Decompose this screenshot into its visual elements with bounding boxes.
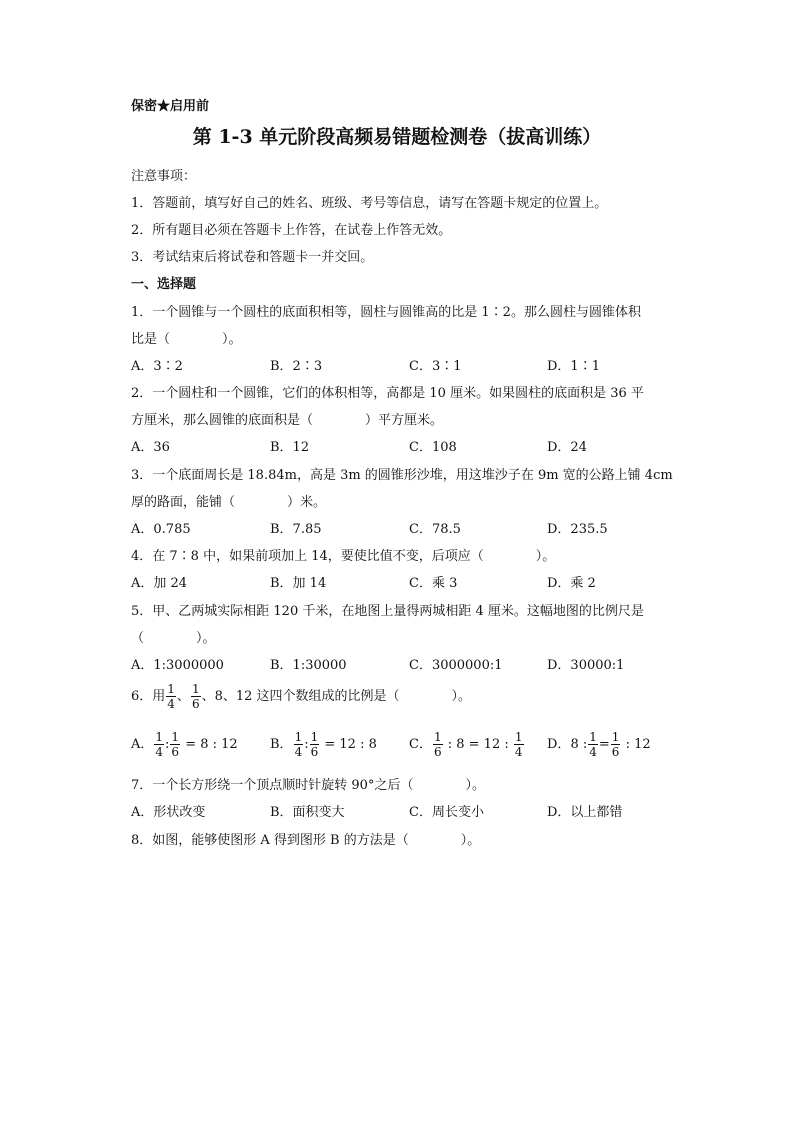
option-c[interactable] [409, 730, 525, 759]
numerator: 1 [310, 730, 319, 744]
q6-suffix: 、8、12 这四个数组成的比例是（ ）。 [201, 689, 472, 704]
question-2-options [131, 436, 691, 454]
option-d[interactable]: D．1∶1 [547, 359, 600, 374]
denominator: 4 [155, 745, 164, 759]
option-c[interactable]: C．乘 3 [409, 576, 458, 591]
question-3-options [131, 518, 691, 536]
option-b[interactable]: B．面积变大 [270, 805, 345, 820]
option-a[interactable]: A．1:3000000 [131, 658, 224, 673]
option-a[interactable] [131, 730, 238, 759]
notice-item-3: 3．考试结束后将试卷和答题卡一并交回。 [131, 250, 374, 265]
option-b[interactable]: B．12 [270, 440, 310, 455]
ratio-colon: : [165, 737, 170, 752]
option-c[interactable]: C．108 [409, 440, 457, 455]
fraction [588, 730, 598, 759]
question-6-options [131, 730, 691, 759]
option-rest: : 12 [625, 737, 651, 752]
fraction [514, 730, 524, 759]
option-d[interactable]: D．乘 2 [547, 576, 596, 591]
fraction [191, 682, 201, 711]
numerator: 1 [611, 730, 620, 744]
option-d[interactable] [547, 730, 651, 759]
exam-title: 第 1-3 单元阶段高频易错题检测卷（拔高训练） [192, 126, 602, 148]
fraction [310, 730, 320, 759]
denominator: 6 [171, 745, 180, 759]
question-4-text: 4．在 7∶8 中，如果前项加上 14，要使比值不变，后项应（ ）。 [131, 549, 556, 564]
denominator: 4 [167, 697, 175, 711]
denominator: 4 [294, 745, 303, 759]
q6-sep: 、 [176, 689, 190, 704]
question-1-text-cont: 比是（ ）。 [131, 332, 242, 347]
equals-sign: = [598, 737, 610, 752]
question-5-text: 5．甲、乙两城实际相距 120 千米，在地图上量得两城相距 4 厘米。这幅地图的比例尺是 [131, 604, 644, 619]
question-4-options [131, 572, 691, 590]
option-a[interactable]: A．0.785 [131, 522, 191, 537]
option-a[interactable]: A．加 24 [131, 576, 188, 591]
question-1-text: 1．一个圆锥与一个圆柱的底面积相等，圆柱与圆锥高的比是 1∶2。那么圆柱与圆锥体积 [131, 305, 641, 320]
option-label: C． [409, 737, 432, 752]
notice-heading: 注意事项： [131, 169, 197, 184]
numerator: 1 [167, 682, 175, 696]
numerator: 1 [294, 730, 303, 744]
fraction [170, 730, 180, 759]
option-pre: 8 : [570, 737, 588, 752]
option-d[interactable]: D．24 [547, 440, 587, 455]
numerator: 1 [433, 730, 442, 744]
option-b[interactable] [270, 730, 377, 759]
option-label: A． [131, 737, 154, 752]
option-mid: : 8 = 12 : [447, 737, 509, 752]
question-2-text: 2．一个圆柱和一个圆锥，它们的体积相等，高都是 10 厘米。如果圆柱的底面积是 36 平 [131, 386, 644, 401]
option-c[interactable]: C．周长变小 [409, 805, 484, 820]
question-1-options [131, 355, 691, 373]
numerator: 1 [191, 682, 200, 696]
notice-item-1: 1．答题前，填写好自己的姓名、班级、考号等信息，请写在答题卡规定的位置上。 [131, 196, 608, 211]
confidential-label: 保密★启用前 [131, 99, 210, 114]
question-5-text-cont: （ ）。 [131, 631, 216, 646]
question-3-text-cont: 厚的路面，能铺（ ）米。 [131, 495, 327, 510]
option-rest: = 8 : 12 [185, 737, 238, 752]
option-b[interactable]: B．2∶3 [270, 359, 323, 374]
question-2-text-cont: 方厘米，那么圆锥的底面积是（ ）平方厘米。 [131, 413, 444, 428]
denominator: 4 [514, 745, 523, 759]
option-label: B． [270, 737, 293, 752]
ratio-colon: : [304, 737, 309, 752]
question-8-text: 8．如图，能够使图形 A 得到图形 B 的方法是（ ）。 [131, 833, 481, 848]
section-title: 一、选择题 [131, 277, 197, 292]
option-c[interactable]: C．3000000:1 [409, 658, 503, 673]
option-a[interactable]: A．36 [131, 440, 170, 455]
option-b[interactable]: B．加 14 [270, 576, 327, 591]
denominator: 6 [611, 745, 620, 759]
option-d[interactable]: D．30000:1 [547, 658, 625, 673]
denominator: 4 [589, 745, 597, 759]
fraction [611, 730, 621, 759]
option-label: D． [547, 737, 571, 752]
question-7-options [131, 801, 691, 819]
option-d[interactable]: D．以上都错 [547, 805, 623, 820]
question-3-text: 3．一个底面周长是 18.84m，高是 3m 的圆锥形沙堆，用这堆沙子在 9m 宽的公路上铺 4cm [131, 468, 673, 483]
fraction [294, 730, 304, 759]
numerator: 1 [589, 730, 597, 744]
option-rest: = 12 : 8 [324, 737, 377, 752]
denominator: 6 [191, 697, 200, 711]
numerator: 1 [155, 730, 164, 744]
option-d[interactable]: D．235.5 [547, 522, 608, 537]
fraction [166, 682, 176, 711]
option-b[interactable]: B．7.85 [270, 522, 322, 537]
q6-prefix: 6．用 [131, 689, 166, 704]
notice-item-2: 2．所有题目必须在答题卡上作答，在试卷上作答无效。 [131, 223, 452, 238]
numerator: 1 [514, 730, 523, 744]
option-b[interactable]: B．1:30000 [270, 658, 347, 673]
denominator: 6 [433, 745, 442, 759]
option-a[interactable]: A．形状改变 [131, 805, 206, 820]
option-c[interactable]: C．78.5 [409, 522, 461, 537]
option-a[interactable]: A．3∶2 [131, 359, 183, 374]
question-6-text [131, 682, 471, 711]
option-c[interactable]: C．3∶1 [409, 359, 462, 374]
numerator: 1 [171, 730, 180, 744]
denominator: 6 [310, 745, 319, 759]
question-5-options [131, 654, 691, 672]
fraction [154, 730, 164, 759]
question-7-text: 7．一个长方形绕一个顶点顺时针旋转 90°之后（ ）。 [131, 778, 485, 793]
fraction [433, 730, 443, 759]
